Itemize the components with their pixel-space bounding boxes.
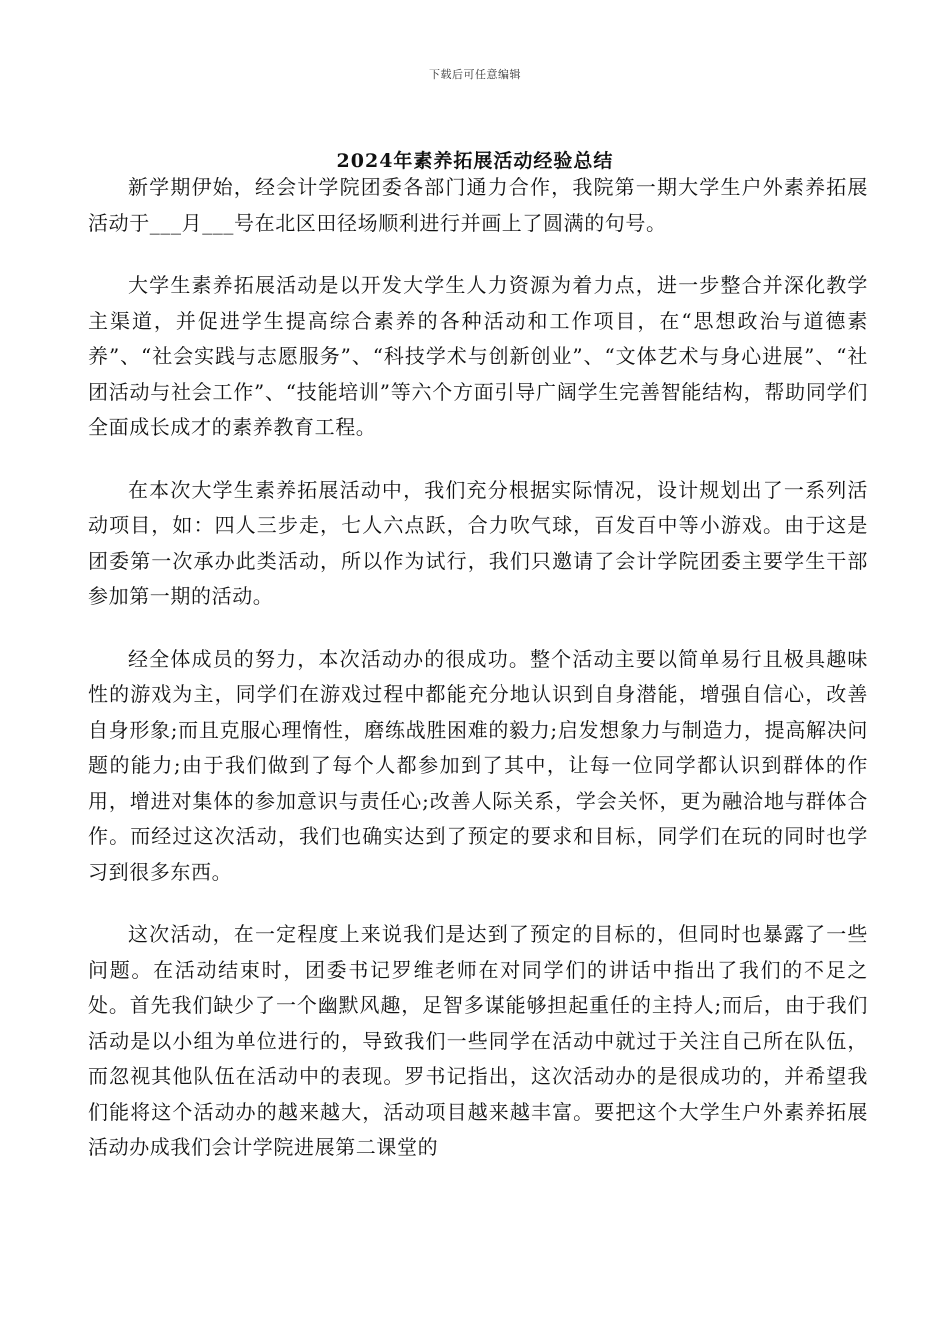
paragraph-3: 在本次大学生素养拓展活动中，我们充分根据实际情况，设计规划出了一系列活动项目，如：四人三步走，七人六点跃，合力吹气球，百发百中等小游戏。由于这是团委第一次承办此类活动，所以作为试行，我们只邀请了会计学院团委主要学生干部参加第一期的活动。 <box>88 477 868 608</box>
document-title: 2024年素养拓展活动经验总结 <box>336 150 614 172</box>
header-note: 下载后可任意编辑 <box>429 68 521 81</box>
paragraph-1: 新学期伊始，经会计学院团委各部门通力合作，我院第一期大学生户外素养拓展活动于___月___号在北区田径场顺利进行并画上了圆满的句号。 <box>88 175 868 235</box>
paragraph-2: 大学生素养拓展活动是以开发大学生人力资源为着力点，进一步整合并深化教学主渠道，并促进学生提高综合素养的各种活动和工作项目，在“思想政治与道德素养”、“社会实践与志愿服务”、“科技学术与创新创业”、“文体艺术与身心进展”、“社团活动与社会工作”、“技能培训”等六个方面引导广阔学生完善智能结构，帮助同学们全面成长成才的素养教育工程。 <box>88 273 868 439</box>
document-body <box>88 170 868 1193</box>
paragraph-4: 经全体成员的努力，本次活动办的很成功。整个活动主要以简单易行且极具趣味性的游戏为主，同学们在游戏过程中都能充分地认识到自身潜能，增强自信心，改善自身形象;而且克服心理惰性，磨练战胜困难的毅力;启发想象力与制造力，提高解决问题的能力;由于我们做到了每个人都参加到了其中，让每一位同学都认识到群体的作用，增进对集体的参加意识与责任心;改善人际关系，学会关怀，更为融洽地与群体合作。而经过这次活动，我们也确实达到了预定的要求和目标，同学们在玩的同时也学习到很多东西。 <box>88 646 868 884</box>
paragraph-5: 这次活动，在一定程度上来说我们是达到了预定的目标的，但同时也暴露了一些问题。在活动结束时，团委书记罗维老师在对同学们的讲话中指出了我们的不足之处。首先我们缺少了一个幽默风趣，足智多谋能够担起重任的主持人;而后，由于我们活动是以小组为单位进行的，导致我们一些同学在活动中就过于关注自己所在队伍，而忽视其他队伍在活动中的表现。罗书记指出，这次活动办的是很成功的，并希望我们能将这个活动办的越来越大，活动项目越来越丰富。要把这个大学生户外素养拓展活动办成我们会计学院进展第二课堂的 <box>88 922 868 1159</box>
